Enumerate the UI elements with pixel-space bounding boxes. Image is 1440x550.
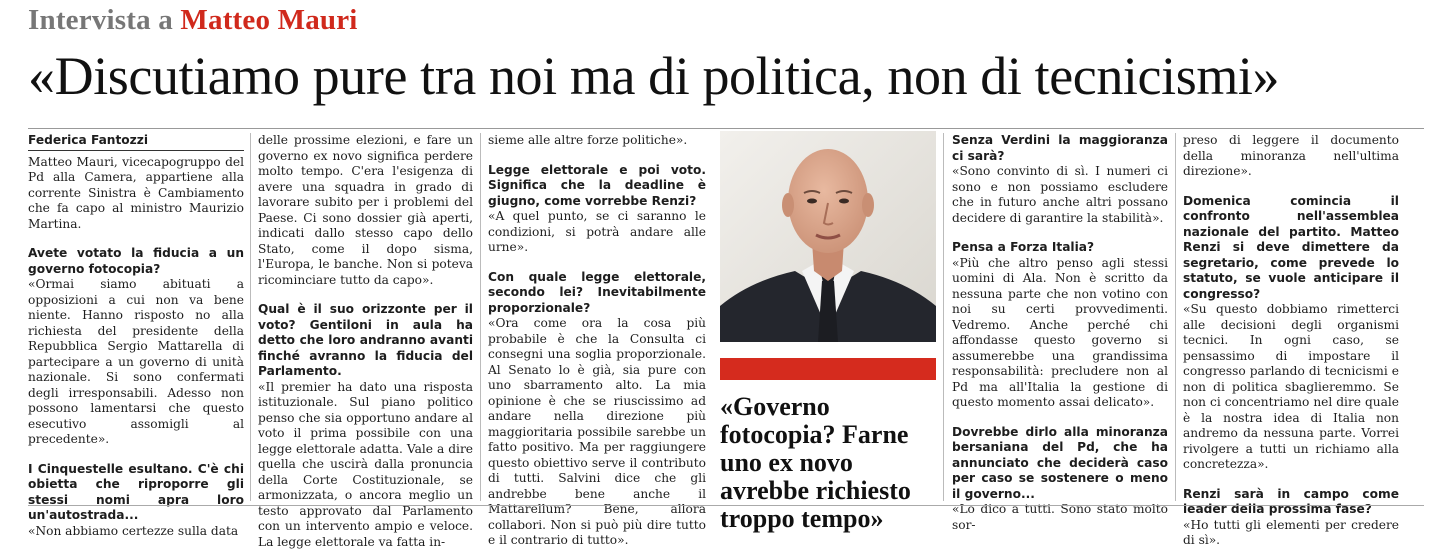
pull-quote: «Governo fotocopia? Farne uno ex novo avrebbe richiesto troppo tempo» xyxy=(720,393,938,533)
author-byline: Federica Fantozzi xyxy=(28,133,244,151)
kicker xyxy=(28,4,358,37)
column-separator xyxy=(250,133,251,501)
portrait-illustration xyxy=(720,131,936,342)
answer-1: «Ormai siamo abituati a opposizioni a cui non va bene niente. Hanno risposto no alla richiesta del presidente della Repubblica Sergio Mattarella di partecipare a un governo di unità nazionale. Si sono confermati degli irresponsabili. Adesso non possono lamentarsi che questo esecutivo assomigli al precedente». xyxy=(28,277,244,448)
answer-8-continued: preso di leggere il documento della minoranza nell'ultima direzione». xyxy=(1183,133,1399,180)
column-3 xyxy=(488,133,706,549)
answer-7: «Più che altro penso agli stessi uomini di Ala. Non è scritto da nessuna parte che non votino con noi su certi provvedimenti. Vedremo. Anche perché chi affondasse questo governo si assumerebbe una grandissima responsabilità: precludere non al Pd ma all'Italia la gestione di questo momento assai delicato». xyxy=(952,256,1168,411)
intro-paragraph: Matteo Mauri, vicecapogruppo del Pd alla Camera, appartiene alla corrente Sinistra è Cambiamento che fa capo al ministro Maurizio Martina. xyxy=(28,155,244,233)
column-6 xyxy=(1183,133,1399,549)
question-2: I Cinquestelle esultano. C'è chi obietta che riproporre gli stessi nomi apra loro un'autostrada... xyxy=(28,462,244,524)
question-9: Domenica comincia il confronto nell'assemblea nazionale del partito. Matteo Renzi si deve dimettere da segretario, come prevede lo statuto, se vuole anticipare il congresso? xyxy=(1183,194,1399,303)
answer-5: «Ora come ora la cosa più probabile è che la Consulta ci consegni una soglia proporzionale. Al Senato lo è già, sia pure con uno sbarramento alto. La mia opinione è che se riuscissimo ad andare nella direzione più maggioritaria possibile sarebbe un fatto positivo. Ma per raggiungere questo obiettivo serve il contributo di tutti. Salvini dice che gli andrebbe bene anche il Mattarellum? Bene, allora collabori. Non si può più dire tutto e il contrario di tutto». xyxy=(488,316,706,549)
answer-4: «A quel punto, se ci saranno le condizioni, si potrà andare alle urne». xyxy=(488,209,706,256)
answer-9: «Su questo dobbiamo rimetterci alle decisioni degli organismi tecnici. In ogni caso, se pensassimo di impostare il congresso parlando di tecnicismi e non di politica sbaglieremmo. Se non ci concentriamo nel dire quale è la nostra idea di Italia non andremo da nessuna parte. Vorrei rivolgere a tutti un richiamo alla concretezza». xyxy=(1183,302,1399,473)
top-rule xyxy=(28,128,1424,129)
answer-2-continued: delle prossime elezioni, e fare un governo ex novo significa perdere molto tempo. C'era l'esigenza di avere una squadra in grado di lavorare subito per i problemi del Paese. Ci sono dossier già aperti, indicati dallo stesso capo dello Stato, come il dopo sisma, l'Europa, le banche. Non si poteva ricominciare tutto da capo». xyxy=(258,133,473,288)
column-1 xyxy=(28,133,244,539)
question-8: Dovrebbe dirlo alla minoranza bersaniana del Pd, che ha annunciato che deciderà caso per caso se sostenere o meno il governo... xyxy=(952,425,1168,503)
question-4: Legge elettorale e poi voto. Significa che la deadline è giugno, come vorrebbe Renzi? xyxy=(488,163,706,210)
question-5: Con quale legge elettorale, secondo lei? Inevitabilmente proporzionale? xyxy=(488,270,706,317)
question-10: Renzi sarà in campo come leader della prossima fase? xyxy=(1183,487,1399,518)
column-5 xyxy=(952,133,1168,533)
answer-8: «Lo dico a tutti. Sono stato molto sor- xyxy=(952,502,1168,533)
question-7: Pensa a Forza Italia? xyxy=(952,240,1168,256)
question-3: Qual è il suo orizzonte per il voto? Gentiloni in aula ha detto che loro andranno avanti finché avranno la fiducia del Parlamento. xyxy=(258,302,473,380)
kicker-name: Matteo Mauri xyxy=(180,4,357,36)
answer-2: «Non abbiamo certezze sulla data xyxy=(28,524,244,540)
headline: «Discutiamo pure tra noi ma di politica, non di tecnicismi» xyxy=(28,44,1428,108)
red-accent-bar xyxy=(720,358,936,380)
kicker-prefix: Intervista a xyxy=(28,4,173,36)
answer-6: «Sono convinto di sì. I numeri ci sono e non possiamo escludere che in futuro anche altri possano decidere di garantire la stabilità». xyxy=(952,164,1168,226)
column-separator xyxy=(943,133,944,501)
question-1: Avete votato la fiducia a un governo fotocopia? xyxy=(28,246,244,277)
column-separator xyxy=(1175,133,1176,501)
answer-3: «Il premier ha dato una risposta istituzionale. Sul piano politico penso che sia opportuno andare al voto il prima possibile con una legge elettorale adatta. Vale a dire quella che uscirà dalla pronuncia della Corte Costituzionale, se armonizzata, o ancora meglio un testo approvato dal Parlamento con un intervento ampio e veloce. La legge elettorale va fatta in- xyxy=(258,380,473,550)
column-separator xyxy=(480,133,481,501)
bottom-rule xyxy=(28,505,1424,506)
answer-10: «Ho tutti gli elementi per credere di sì». xyxy=(1183,518,1399,549)
portrait-photo xyxy=(720,131,936,342)
question-6: Senza Verdini la maggioranza ci sarà? xyxy=(952,133,1168,164)
answer-3-continued: sieme alle altre forze politiche». xyxy=(488,133,706,149)
column-2 xyxy=(258,133,473,550)
